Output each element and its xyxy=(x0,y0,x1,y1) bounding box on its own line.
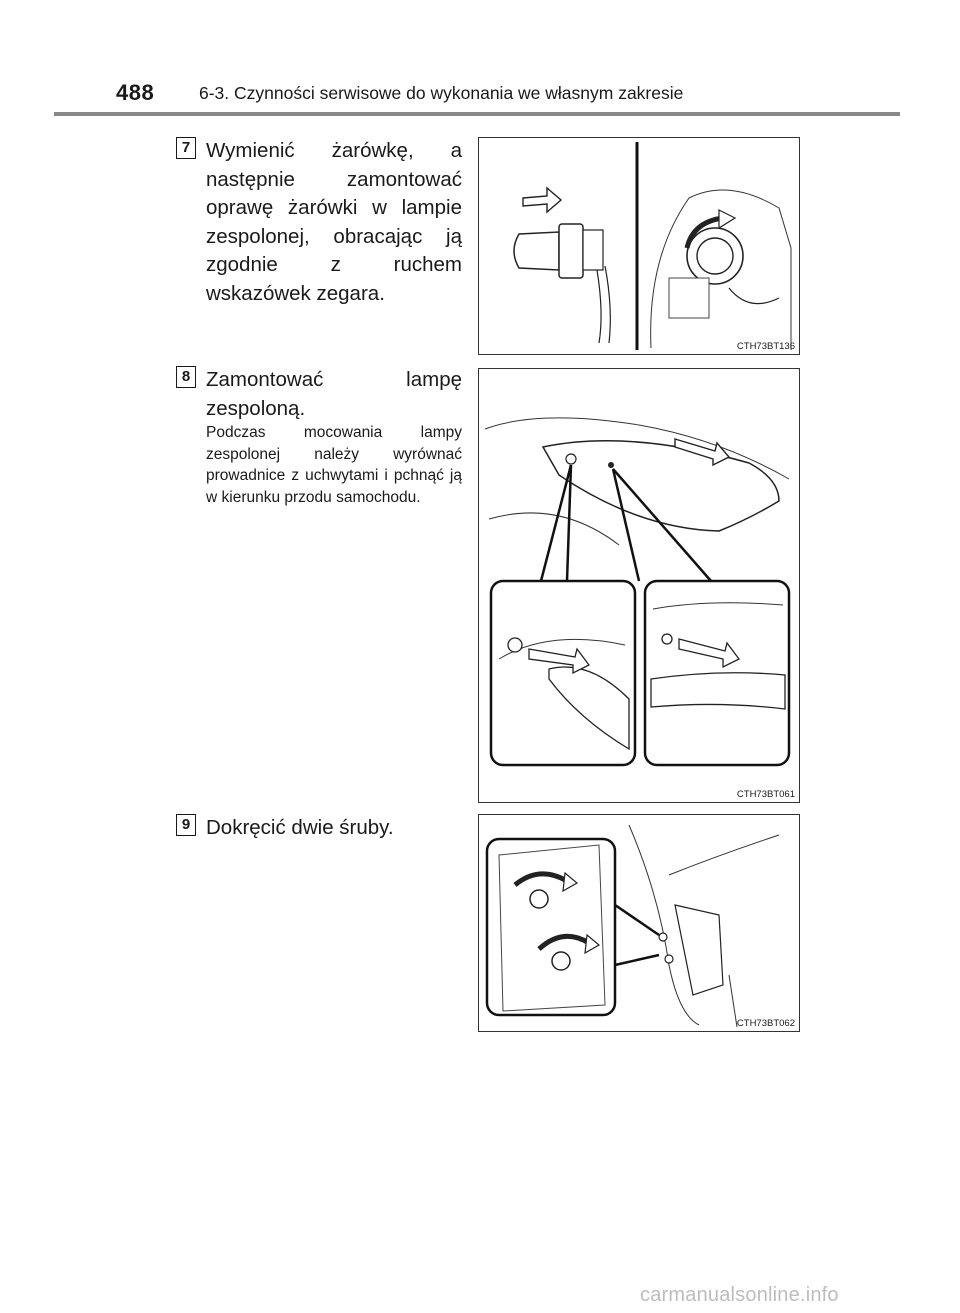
figure-code: CTH73BT062 xyxy=(736,1018,795,1029)
step-note-text: Podczas mocowania lampy zespolonej należy wyrównać prowadnice z uchwytami i pchnąć ją w kierunku przodu samochodu. xyxy=(206,424,462,506)
figure-bolt-tightening xyxy=(478,814,800,1032)
step-instruction-text: Zamontować lampę zespoloną. xyxy=(206,368,462,420)
step-number-badge: 7 xyxy=(176,137,196,159)
lamp-illustration xyxy=(479,369,799,802)
figure-code: CTH73BT136 xyxy=(736,341,795,352)
figure-bulb-replacement xyxy=(478,137,800,355)
figure-lamp-installation xyxy=(478,368,800,803)
step-instruction-text: Dokręcić dwie śruby. xyxy=(206,816,394,839)
header-rule xyxy=(54,112,900,116)
watermark: carmanualsonline.info xyxy=(640,1284,839,1306)
step-number-badge: 9 xyxy=(176,814,196,836)
step-instruction-text: Wymienić żarówkę, a następnie zamontować oprawę żarówki w lampie zespolonej, obracając ją zgodnie z ruchem wskazówek zegara. xyxy=(206,139,462,305)
bolts-illustration xyxy=(479,815,799,1031)
page-number: 488 xyxy=(116,80,155,105)
chapter-title: 6-3. Czynności serwisowe do wykonania we własnym zakresie xyxy=(199,83,684,103)
bulb-illustration xyxy=(479,138,799,354)
figure-code: CTH73BT061 xyxy=(736,789,795,800)
page-header xyxy=(0,0,960,120)
step-number-badge: 8 xyxy=(176,366,196,388)
